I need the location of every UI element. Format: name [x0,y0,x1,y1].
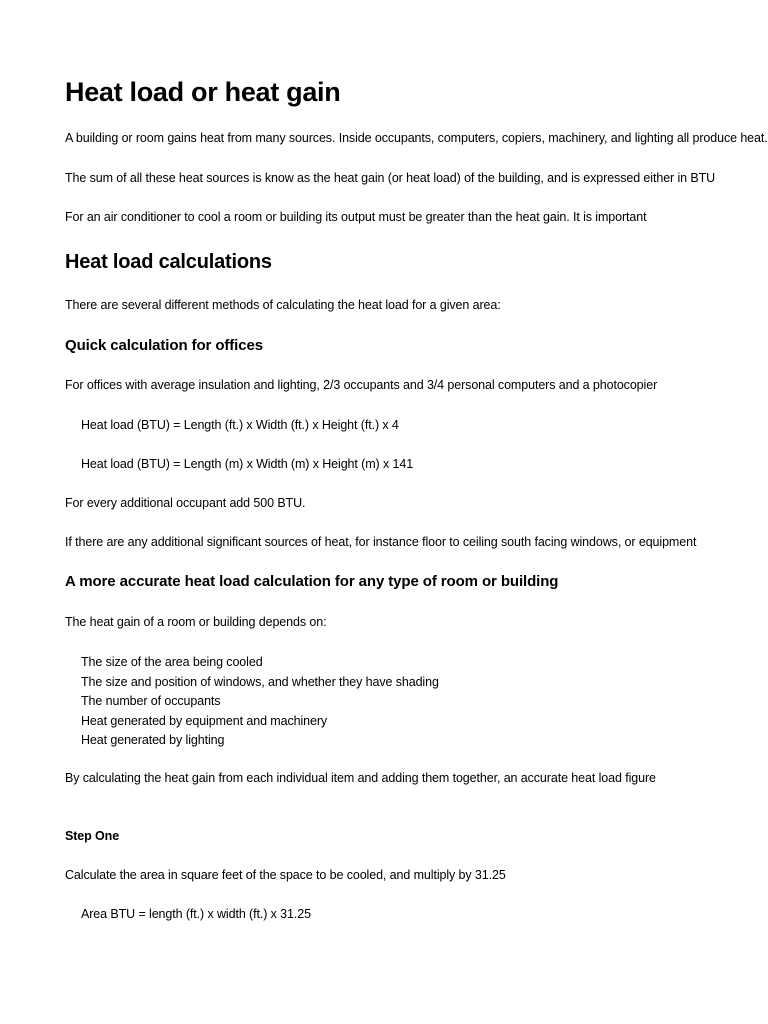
depends-text: The heat gain of a room or building depends on: [65,615,327,629]
page-title: Heat load or heat gain [65,77,341,107]
calc-heading: Heat load calculations [65,251,272,273]
formula-metres: Heat load (BTU) = Length (m) x Width (m) x Height (m) x 141 [81,457,414,471]
step-one-text: Calculate the area in square feet of the space to be cooled, and multiply by 31.25 [65,868,506,882]
list-item: Heat generated by equipment and machinery [81,713,328,728]
quick-text: For offices with average insulation and lighting, 2/3 occupants and 3/4 personal computers and a photocopier [65,378,658,392]
step-one-heading: Step One [65,829,120,843]
calc-intro: There are several different methods of calculating the heat load for a given area: [65,298,501,312]
accurate-heading: A more accurate heat load calculation for any type of room or building [65,573,559,590]
intro-paragraph-1: A building or room gains heat from many sources. Inside occupants, computers, copiers, machinery, and lighting all produce heat. [65,131,768,145]
extra-heat-note: If there are any additional significant sources of heat, for instance floor to ceiling south facing windows, or equipment [65,535,697,549]
list-item: The size of the area being cooled [81,655,263,669]
list-item: The size and position of windows, and whether they have shading [81,674,439,689]
intro-paragraph-2: The sum of all these heat sources is know as the heat gain (or heat load) of the building, and is expressed either in BTU [65,171,716,185]
quick-heading: Quick calculation for offices [65,337,263,354]
heat-factors-list [81,653,439,751]
occupant-note: For every additional occupant add 500 BTU. [65,496,306,510]
formula-feet: Heat load (BTU) = Length (ft.) x Width (ft.) x Height (ft.) x 4 [81,418,399,432]
summary-text: By calculating the heat gain from each individual item and adding them together, an accurate heat load figure [65,771,656,785]
list-item: Heat generated by lighting [81,733,225,747]
step-one-formula: Area BTU = length (ft.) x width (ft.) x 31.25 [81,907,311,921]
list-item: The number of occupants [81,694,221,708]
intro-paragraph-3: For an air conditioner to cool a room or building its output must be greater than the heat gain. It is important [65,210,647,224]
